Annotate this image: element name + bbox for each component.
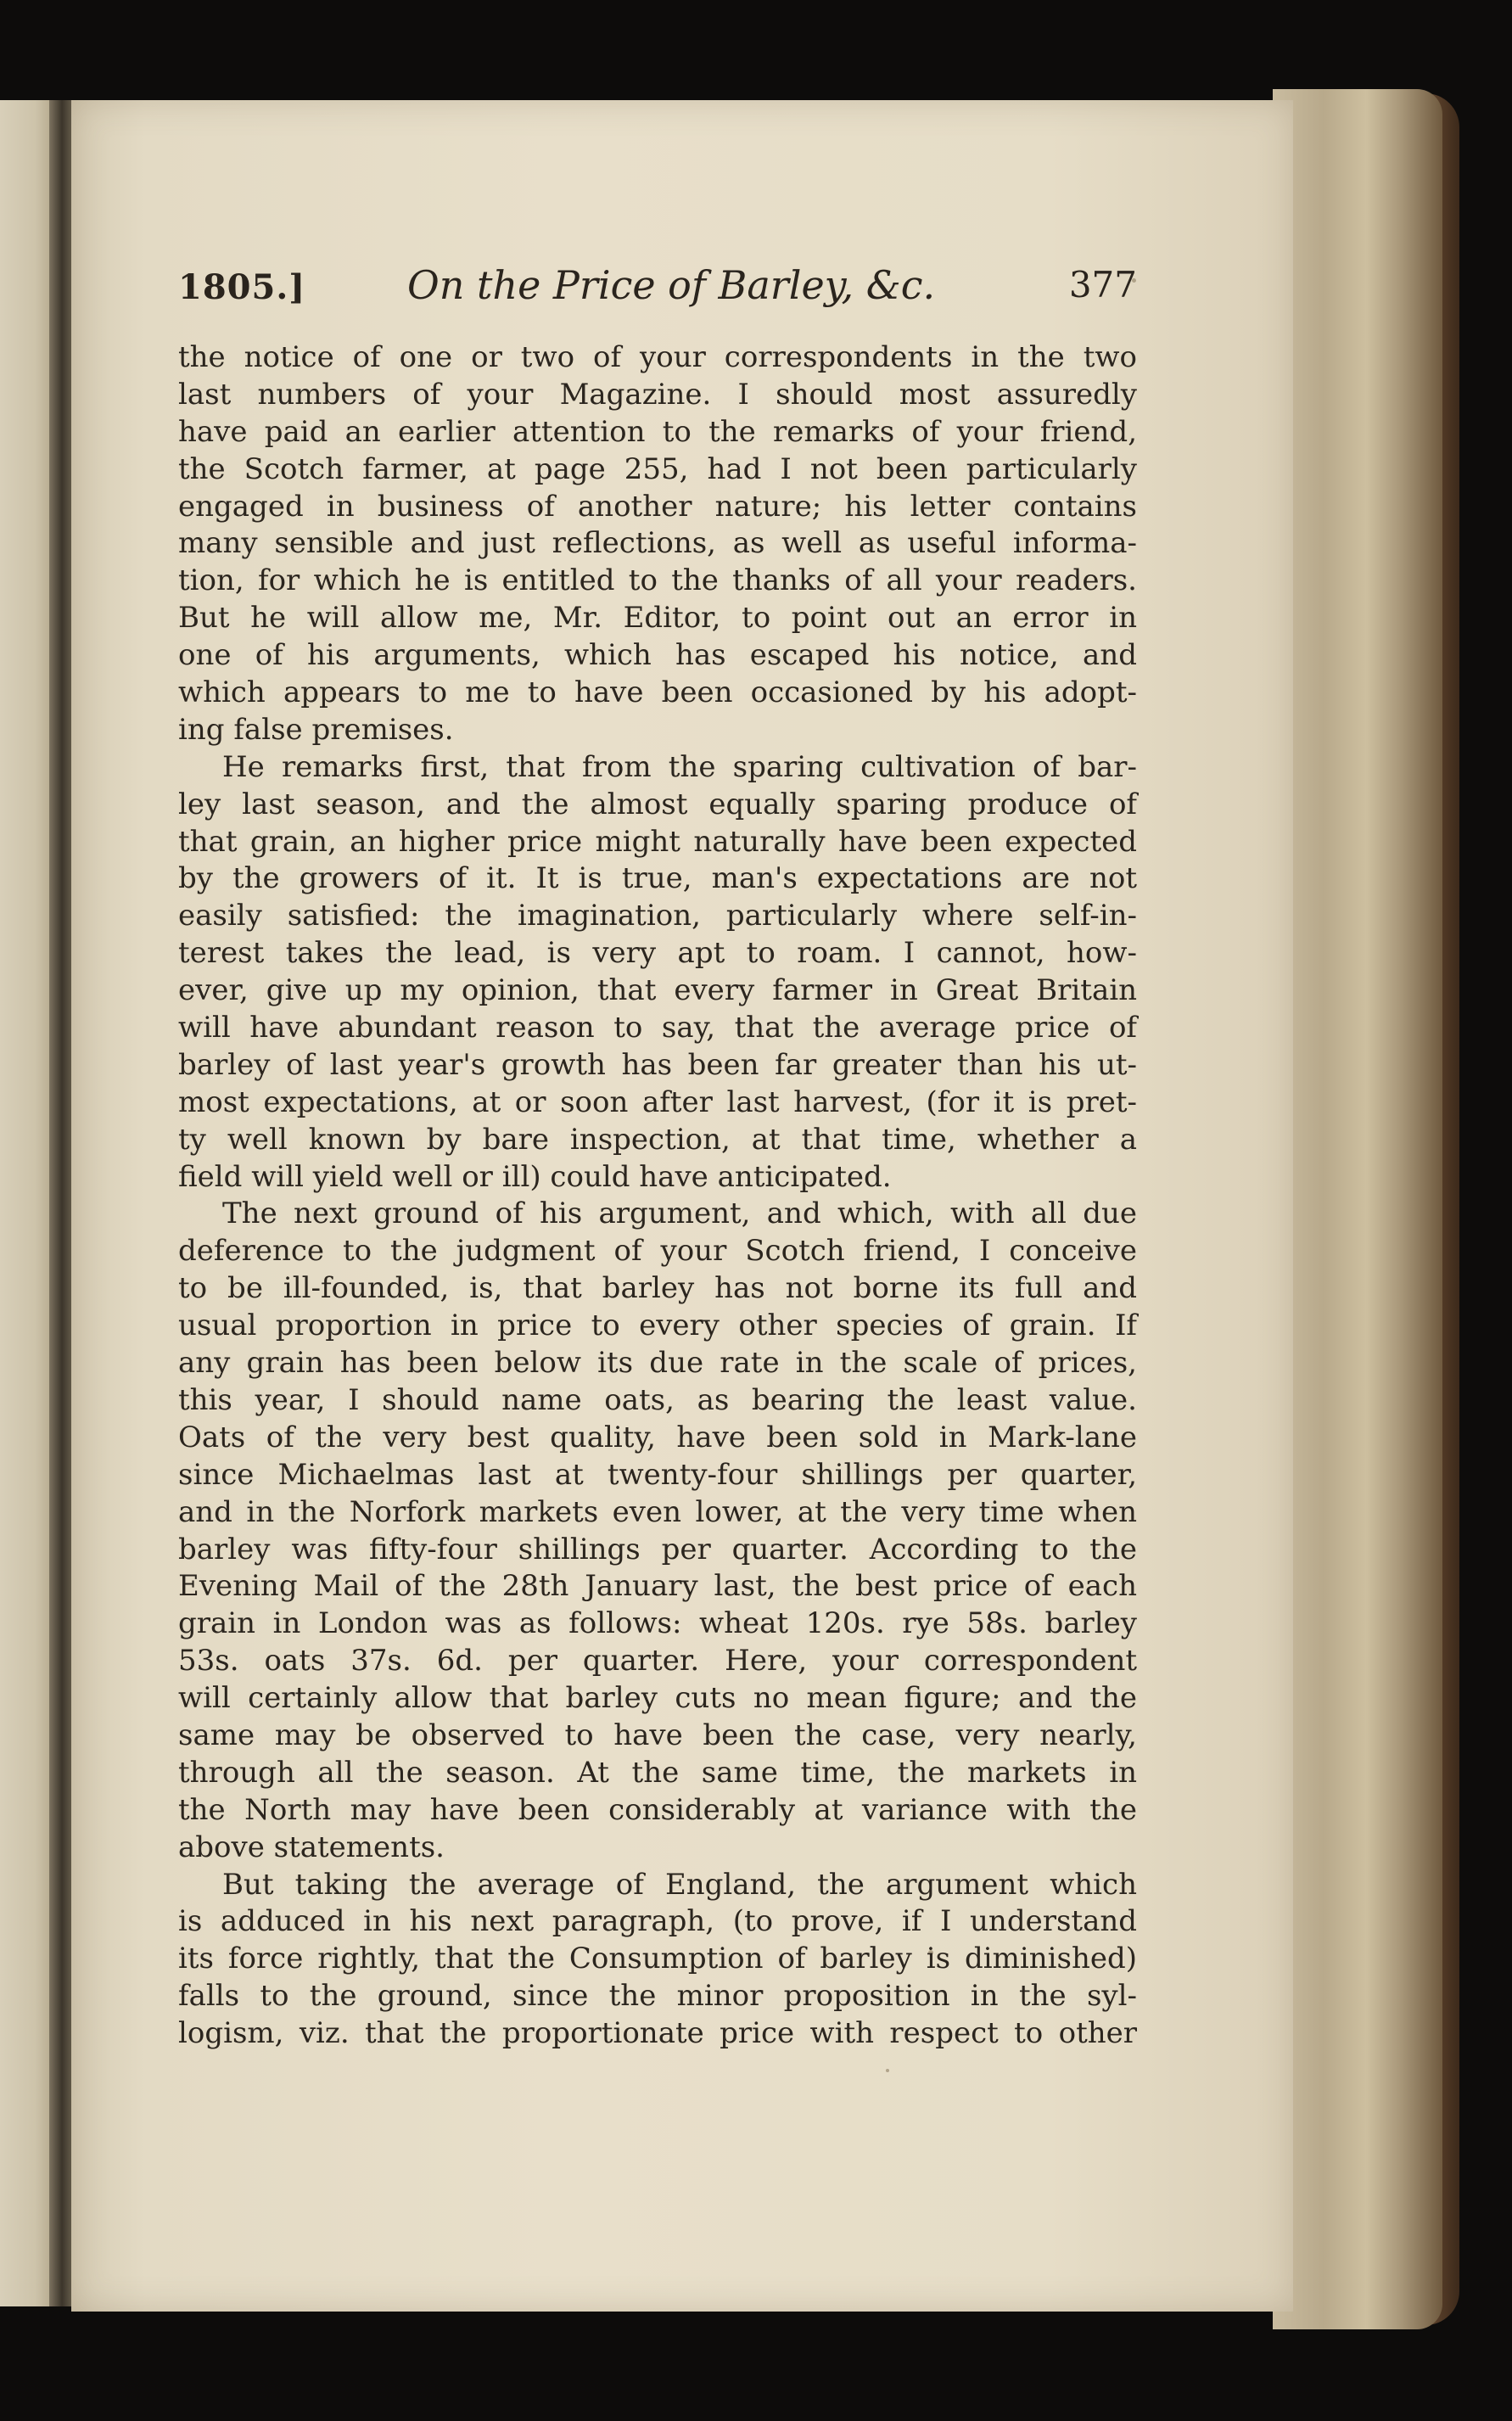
text-line: have paid an earlier attention to the remarks of your friend, <box>178 414 1137 449</box>
text-line: and in the Norfork markets even lower, at the very time when <box>178 1494 1137 1529</box>
text-line: above statements. <box>178 1830 445 1864</box>
text-line: falls to the ground, since the minor proposition in the syl- <box>178 1979 1137 2014</box>
page-block-edge <box>1273 89 1442 2329</box>
text-line: logism, viz. that the proportionate price with respect to other <box>178 2016 1137 2051</box>
text-line: same may be observed to have been the case, very nearly, <box>178 1718 1137 1752</box>
text-line: 53s. oats 37s. 6d. per quarter. Here, your correspondent <box>178 1644 1137 1678</box>
running-header <box>178 259 1137 318</box>
text-line: any grain has been below its due rate in the scale of prices, <box>178 1346 1137 1381</box>
text-line: usual proportion in price to every other species of grain. If <box>178 1309 1137 1343</box>
text-line: this year, I should name oats, as bearing the least value. <box>178 1382 1137 1417</box>
text-line: is adduced in his next paragraph, (to prove, if I understand <box>178 1904 1137 1939</box>
text-line: since Michaelmas last at twenty-four shillings per quarter, <box>178 1457 1137 1492</box>
text-line: terest takes the lead, is very apt to roam. I cannot, how- <box>178 936 1137 971</box>
text-line: barley was fifty-four shillings per quarter. According to the <box>178 1532 1137 1566</box>
text-line: Evening Mail of the 28th January last, the best price of each <box>178 1569 1137 1604</box>
text-line: which appears to me to have been occasioned by his adopt- <box>178 675 1137 710</box>
text-line: field will yield well or ill) could have anticipated. <box>178 1159 892 1194</box>
text-line: that grain, an higher price might naturally have been expected <box>178 824 1137 859</box>
text-line: ley last season, and the almost equally sparing produce of <box>178 787 1137 821</box>
text-line: one of his arguments, which has escaped his notice, and <box>178 638 1137 673</box>
text-line: ing false premises. <box>178 712 454 747</box>
text-line: deference to the judgment of your Scotch friend, I conceive <box>178 1234 1137 1269</box>
text-line: most expectations, at or soon after last harvest, (for it is pret- <box>178 1084 1137 1119</box>
text-line: the notice of one or two of your correspondents in the two <box>178 340 1137 374</box>
header-year: 1805.] <box>178 267 306 307</box>
text-line: many sensible and just reflections, as well as useful informa- <box>178 526 1137 561</box>
text-line: by the growers of it. It is true, man's expectations are not <box>178 861 1137 896</box>
text-line: But taking the average of England, the argument which <box>222 1867 1137 1902</box>
text-line: Oats of the very best quality, have been sold in Mark-lane <box>178 1420 1137 1454</box>
running-title: On the Price of Barley, &c. <box>407 262 936 308</box>
text-line: the North may have been considerably at variance with the <box>178 1792 1137 1827</box>
text-line: But he will allow me, Mr. Editor, to point out an error in <box>178 601 1137 636</box>
text-line: grain in London was as follows: wheat 120s. rye 58s. barley <box>178 1606 1137 1641</box>
text-line: its force rightly, that the Consumption of barley is diminished) <box>178 1942 1137 1976</box>
text-line: last numbers of your Magazine. I should most assuredly <box>178 377 1137 412</box>
paper-speck <box>886 2069 889 2072</box>
text-line: The next ground of his argument, and which, with all due <box>222 1196 1137 1231</box>
text-line: will have abundant reason to say, that the average price of <box>178 1011 1137 1045</box>
text-line: the Scotch farmer, at page 255, had I not been particularly <box>178 451 1137 486</box>
page-number: 377 <box>1068 264 1137 305</box>
text-line: ty well known by bare inspection, at that time, whether a <box>178 1122 1137 1157</box>
text-line: ever, give up my opinion, that every farmer in Great Britain <box>178 973 1137 1008</box>
text-line: engaged in business of another nature; his letter contains <box>178 489 1137 524</box>
body-text <box>178 339 1137 2053</box>
text-line: through all the season. At the same time, the markets in <box>178 1755 1137 1790</box>
text-line: He remarks first, that from the sparing cultivation of bar- <box>222 749 1137 784</box>
text-line: to be ill-founded, is, that barley has not borne its full and <box>178 1271 1137 1306</box>
text-line: barley of last year's growth has been far greater than his ut- <box>178 1047 1137 1082</box>
text-line: will certainly allow that barley cuts no mean figure; and the <box>178 1681 1137 1716</box>
text-line: easily satisfied: the imagination, particularly where self-in- <box>178 899 1137 933</box>
text-line: tion, for which he is entitled to the thanks of all your readers. <box>178 563 1137 598</box>
